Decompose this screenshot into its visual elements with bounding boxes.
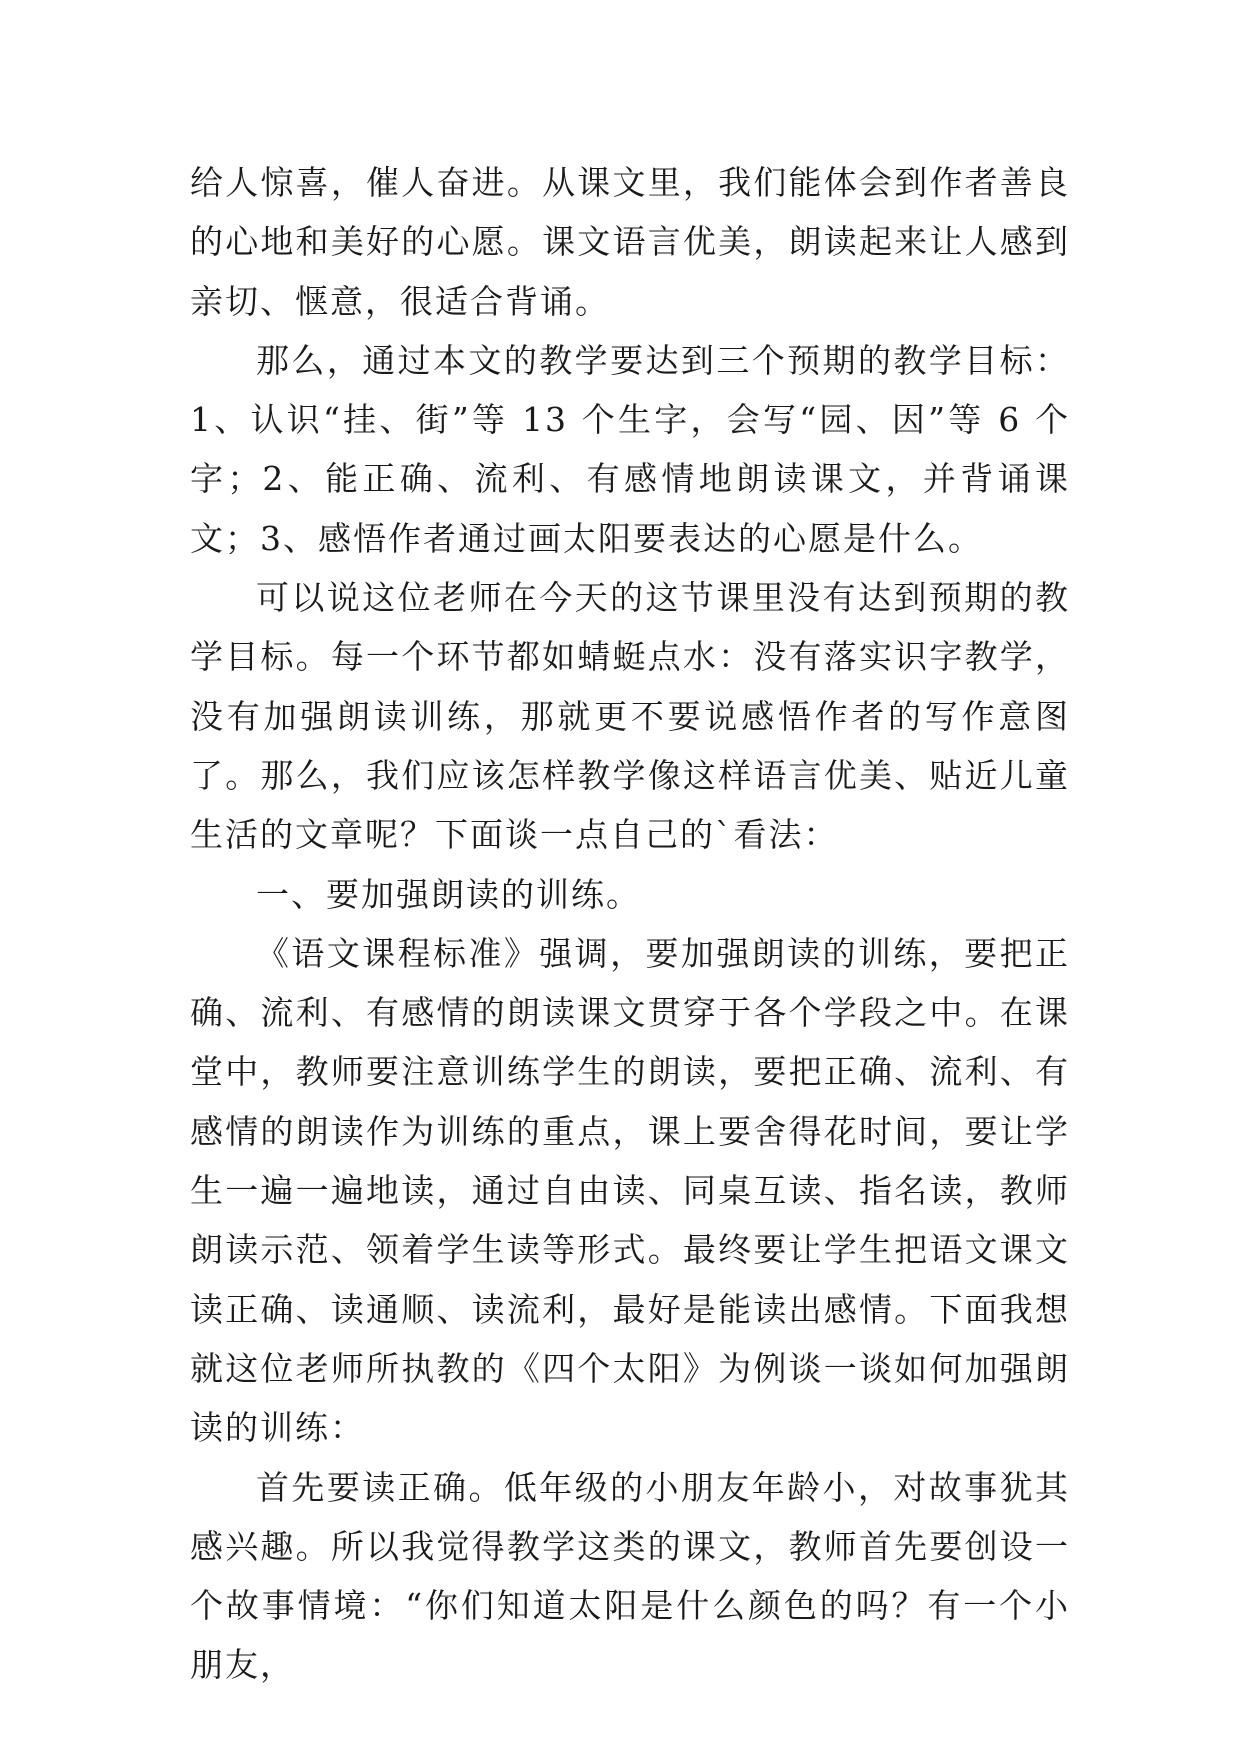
paragraph-5: 首先要读正确。低年级的小朋友年龄小，对故事犹其感兴趣。所以我觉得教学这类的课文，教师首先要创设一个故事情境：“你们知道太阳是什么颜色的吗？有一个小朋友， [190, 1467, 1070, 1685]
paragraph-3: 可以说这位老师在今天的这节课里没有达到预期的教学目标。每一个环节都如蜻蜓点水：没有落实识字教学，没有加强朗读训练，那就更不要说感悟作者的写作意图了。那么，我们应该怎样教学像这样语言优美、贴近儿童生活的文章呢？下面谈一点自己的`看法： [190, 578, 1070, 855]
paragraph-2: 那么，通过本文的教学要达到三个预期的教学目标：1、认识“挂、街”等 13 个生字，会写“园、因”等 6 个字；2、能正确、流利、有感情地朗读课文，并背诵课文；3、感悟作者通过画太阳要表达的心愿是什么。 [190, 340, 1070, 558]
section-heading-1: 一、要加强朗读的训练。 [256, 874, 641, 914]
document-body [190, 153, 1070, 1695]
paragraph-4: 《语文课程标准》强调，要加强朗读的训练，要把正确、流利、有感情的朗读课文贯穿于各个学段之中。在课堂中，教师要注意训练学生的朗读，要把正确、流利、有感情的朗读作为训练的重点，课上要舍得花时间，要让学生一遍一遍地读，通过自由读、同桌互读、指名读，教师朗读示范、领着学生读等形式。最终要让学生把语文课文读正确、读通顺、读流利，最好是能读出感情。下面我想就这位老师所执教的《四个太阳》为例谈一谈如何加强朗读的训练： [190, 933, 1070, 1448]
paragraph-1: 给人惊喜，催人奋进。从课文里，我们能体会到作者善良的心地和美好的心愿。课文语言优美，朗读起来让人感到亲切、惬意，很适合背诵。 [190, 163, 1070, 321]
